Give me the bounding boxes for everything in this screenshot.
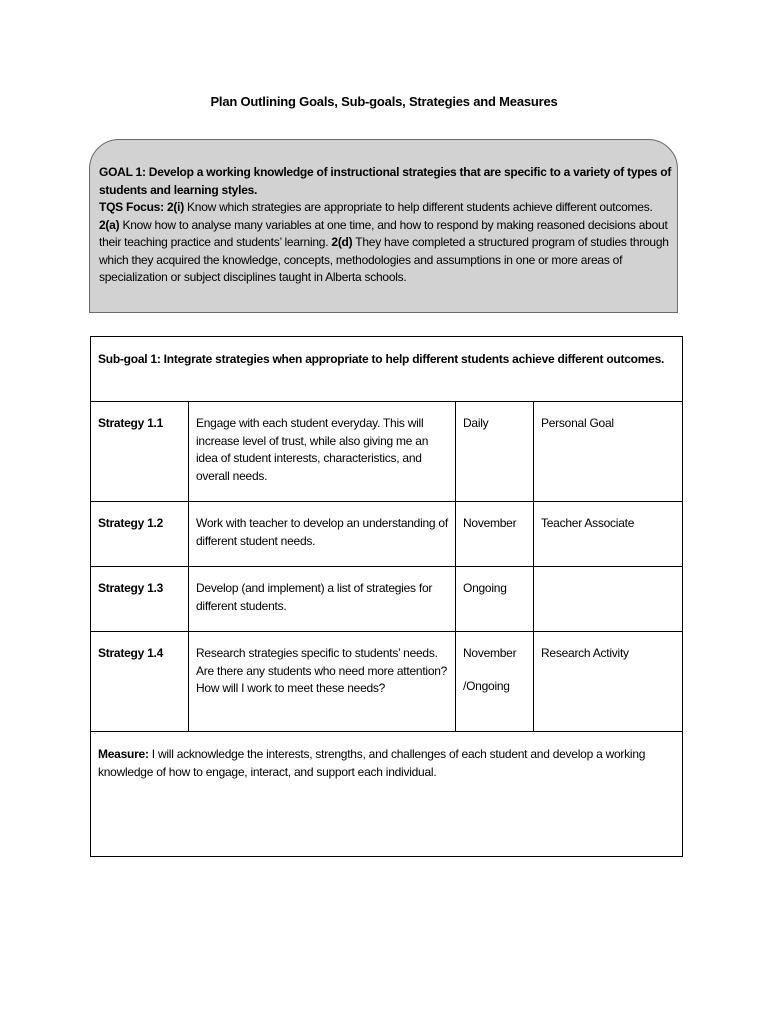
strategy-timeline: November	[463, 646, 517, 660]
goal-box	[89, 139, 678, 313]
strategy-label: Strategy 1.3	[91, 567, 189, 632]
strategy-description: Research strategies specific to students’ needs. Are there any students who need more attention? How will I work to meet these needs?	[189, 632, 456, 732]
subgoal-row	[91, 337, 683, 402]
strategy-label: Strategy 1.4	[91, 632, 189, 732]
strategy-row	[91, 502, 683, 567]
strategy-description: Engage with each student everyday. This will increase level of trust, while also giving me an idea of student interests, characteristics, and overall needs.	[189, 402, 456, 502]
focus-2d-label: 2(d)	[331, 235, 353, 249]
strategy-source: Research Activity	[534, 632, 683, 732]
focus-2i-text: Know which strategies are appropriate to help different students achieve different outcomes.	[187, 200, 653, 214]
plan-table	[90, 336, 683, 857]
focus-2d-text: They have completed a structured program of studies through which they acquired the knowledge, concepts, methodologies and assumptions in one or more areas of specialization or subject disciplines taught in Alberta schools.	[99, 235, 669, 284]
measure-cell	[91, 732, 683, 857]
measure-row	[91, 732, 683, 857]
focus-2a-text: Know how to analyse many variables at one time, and how to respond by making reasoned decisions about their teaching practice and students’ learning.	[99, 217, 668, 249]
strategy-timeline-cell	[456, 632, 534, 732]
measure-text: I will acknowledge the interests, strengths, and challenges of each student and develop a working knowledge of how to engage, interact, and support each individual.	[98, 747, 646, 779]
strategy-source: Teacher Associate	[534, 502, 683, 567]
subgoal-text: Sub-goal 1: Integrate strategies when appropriate to help different students achieve different outcomes.	[91, 337, 683, 402]
strategy-timeline: Daily	[456, 402, 534, 502]
strategy-timeline-extra: /Ongoing	[463, 678, 510, 693]
tqs-focus-label: TQS Focus:	[99, 200, 164, 214]
strategy-label: Strategy 1.2	[91, 502, 189, 567]
measure-label: Measure:	[98, 747, 149, 761]
strategy-timeline: Ongoing	[456, 567, 534, 632]
document-title: Plan Outlining Goals, Sub-goals, Strategies and Measures	[210, 94, 558, 109]
focus-2i-label: 2(i)	[166, 200, 184, 214]
strategy-source	[534, 567, 683, 632]
strategy-row	[91, 402, 683, 502]
strategy-description: Work with teacher to develop an understanding of different student needs.	[189, 502, 456, 567]
strategy-source: Personal Goal	[534, 402, 683, 502]
focus-2a-label: 2(a)	[99, 217, 120, 232]
strategy-label: Strategy 1.1	[91, 402, 189, 502]
goal-heading: GOAL 1: Develop a working knowledge of instructional strategies that are specific to a variety of types of students and learning styles.	[99, 165, 672, 197]
strategy-description: Develop (and implement) a list of strategies for different students.	[189, 567, 456, 632]
strategy-row	[91, 567, 683, 632]
strategy-row	[91, 632, 683, 732]
strategy-timeline: November	[456, 502, 534, 567]
